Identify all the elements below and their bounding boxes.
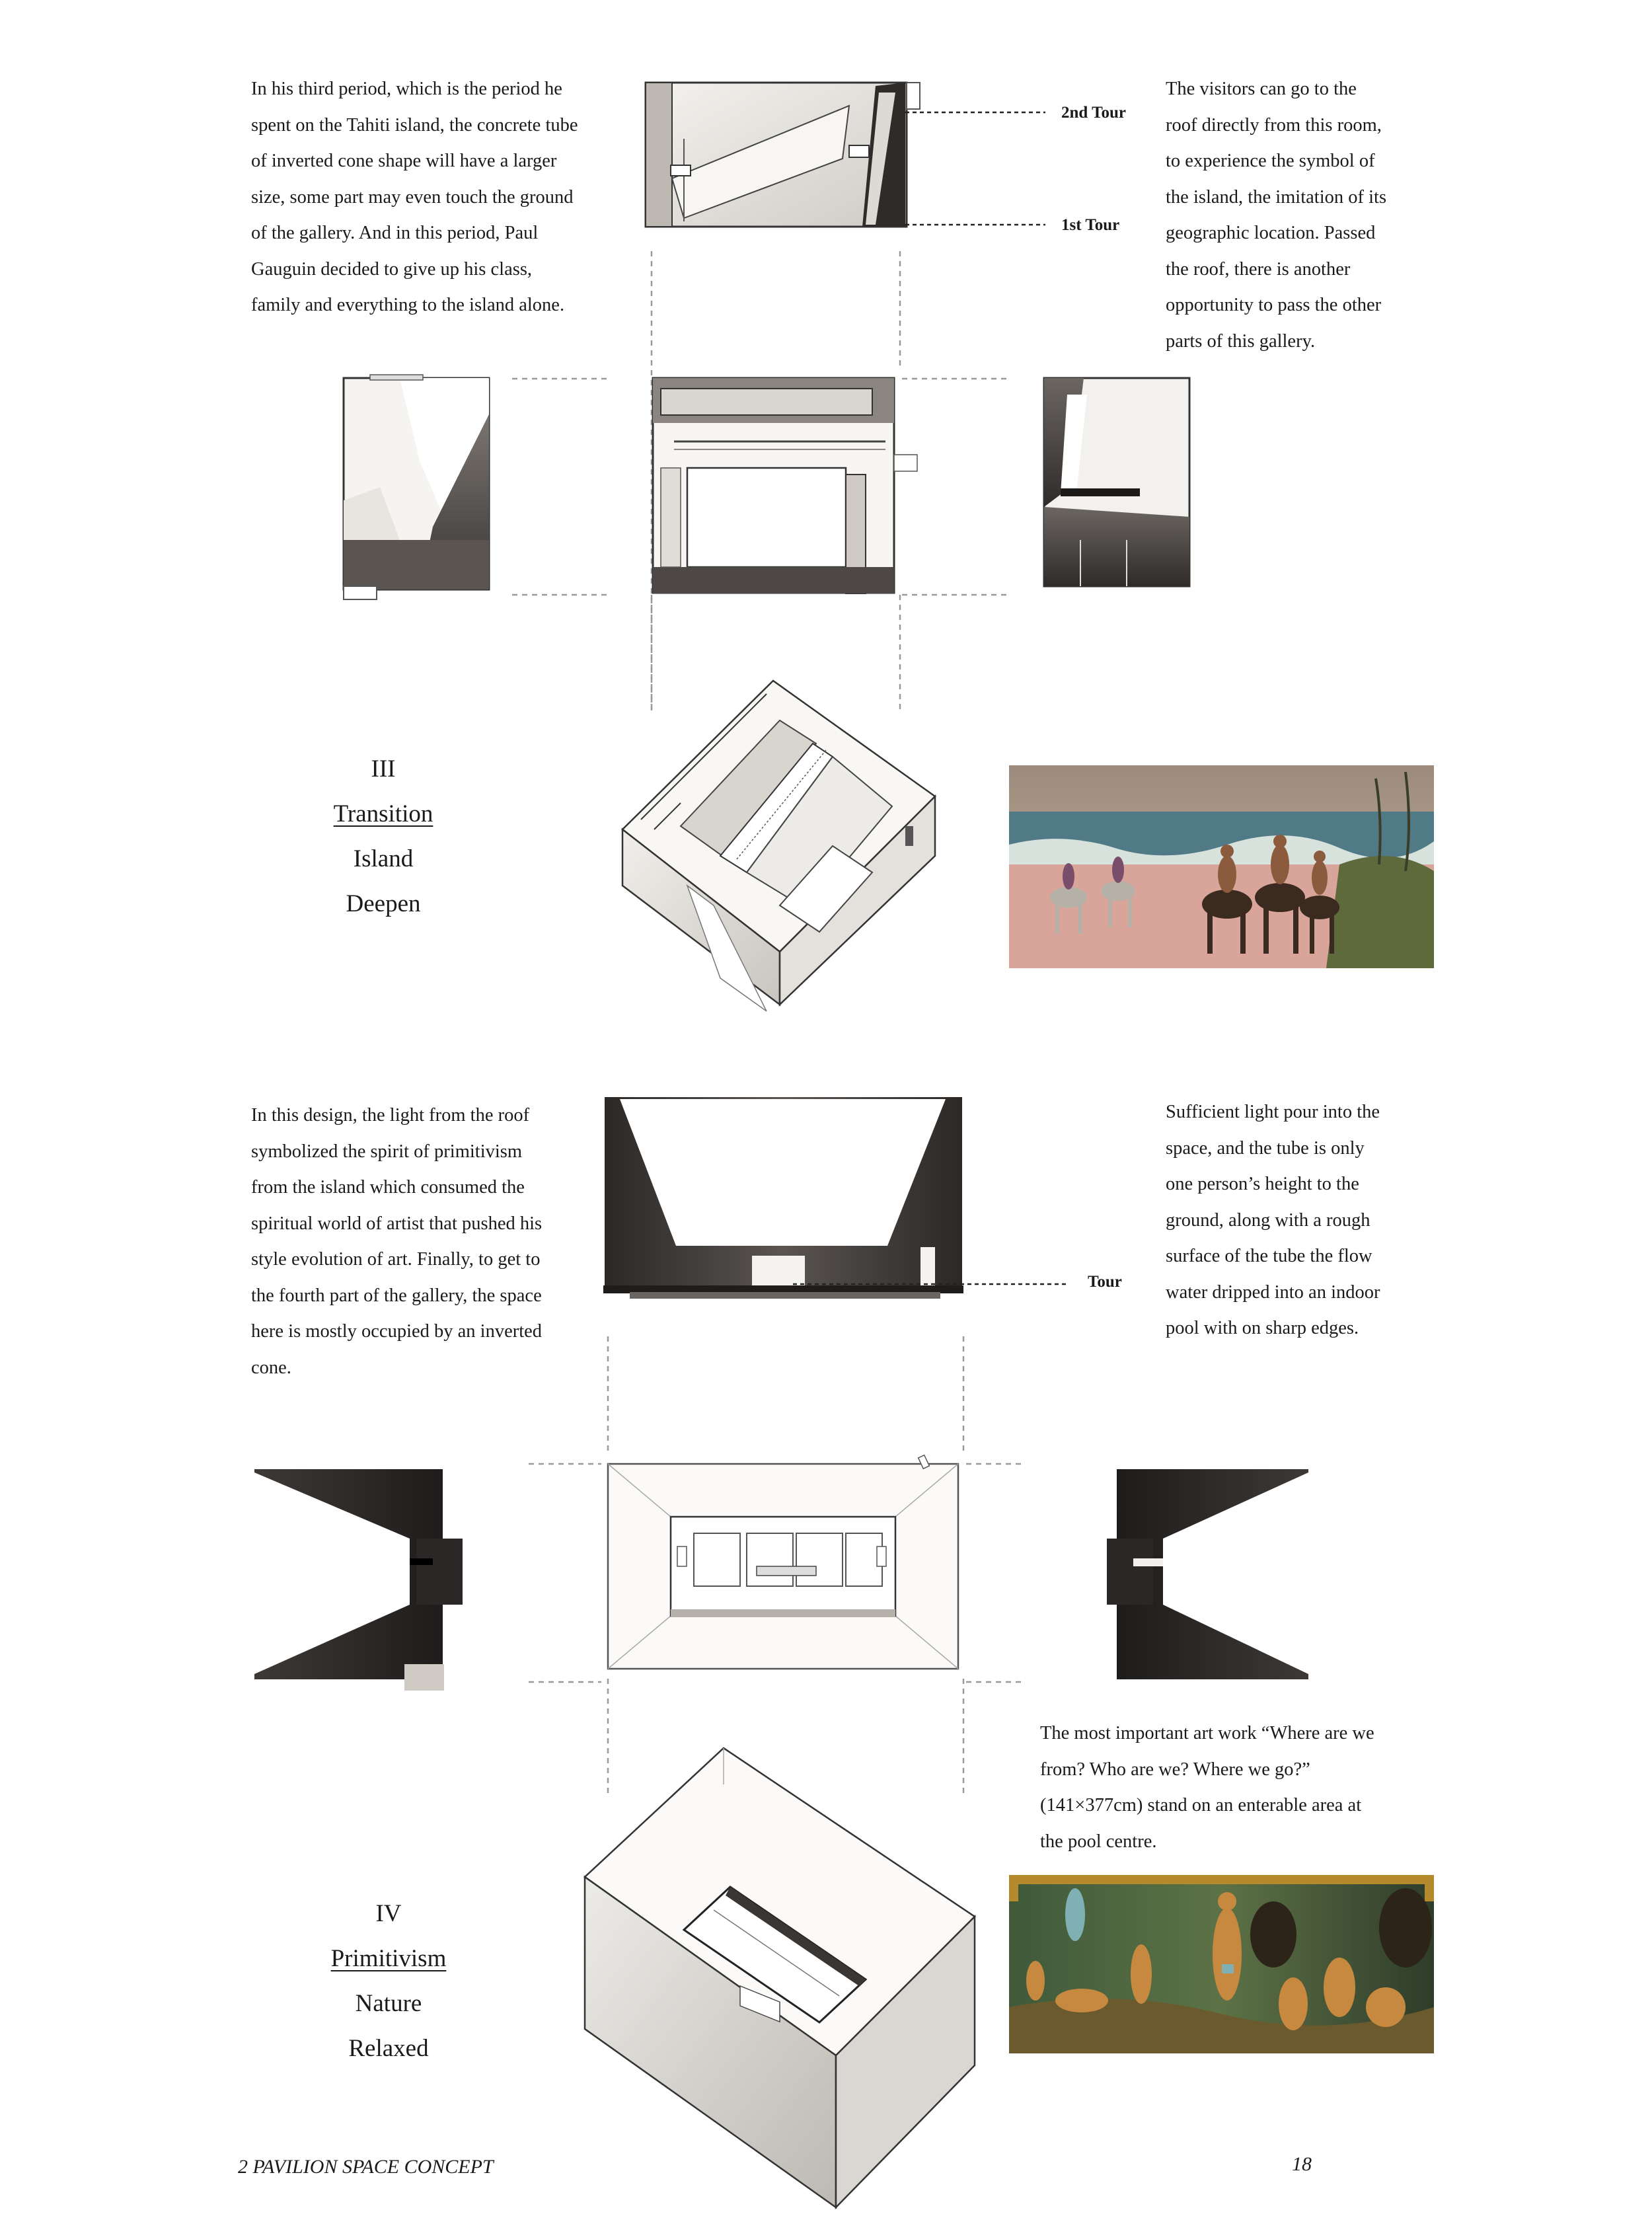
section4-plan (605, 1451, 965, 1675)
paragraph-line: the roof, there is another (1166, 258, 1351, 280)
paragraph-line: size, some part may even touch the ground (251, 186, 574, 208)
artwork-description (1040, 1716, 1374, 1860)
paragraph-line: geographic location. Passed (1166, 223, 1376, 243)
paragraph-line: Gauguin decided to give up his class, (251, 258, 533, 280)
paragraph-line: spiritual world of artist that pushed his (251, 1213, 543, 1234)
paragraph-line: one person’s height to the (1166, 1174, 1359, 1194)
paragraph-line: opportunity to pass the other (1166, 295, 1382, 315)
paragraph-line: In this design, the light from the roof (251, 1105, 530, 1126)
paragraph-line: family and everything to the island alone. (251, 295, 565, 315)
paragraph-line: In his third period, which is the period he (251, 79, 562, 99)
paragraph-line: parts of this gallery. (1166, 330, 1316, 352)
paragraph-line: here is mostly occupied by an inverted (251, 1321, 543, 1342)
section4-left-elevation (251, 1466, 469, 1694)
paragraph-line: surface of the tube the flow (1166, 1246, 1372, 1266)
tour-label: Tour (1088, 1273, 1122, 1291)
section-keyword: Deepen (346, 890, 421, 917)
paragraph-line: space, and the tube is only (1166, 1137, 1365, 1159)
section-keyword: Island (353, 845, 414, 872)
paragraph-line: Sufficient light pour into the (1166, 1102, 1380, 1122)
paragraph-line: from? Who are we? Where we go?” (1040, 1759, 1310, 1780)
paragraph-line: (141×377cm) stand on an enterable area at (1040, 1795, 1362, 1815)
section-keyword: Nature (355, 1990, 422, 2017)
paragraph-line: cone. (251, 1357, 291, 1378)
section-numeral: IV (375, 1900, 402, 1927)
paragraph-line: The most important art work “Where are we (1040, 1723, 1374, 1743)
paragraph-line: the island, the imitation of its (1166, 186, 1387, 208)
paragraph-line: pool with on sharp edges. (1166, 1318, 1359, 1338)
tour-label-second: 2nd Tour (1061, 104, 1126, 122)
page-number: 18 (1292, 2153, 1312, 2175)
paragraph-line: spent on the Tahiti island, the concrete tube (251, 114, 578, 135)
section-numeral: III (371, 755, 396, 783)
paragraph-line: The visitors can go to the (1166, 79, 1357, 99)
paragraph-line: style evolution of art. Finally, to get to (251, 1249, 541, 1270)
section4-right-elevation (1104, 1466, 1315, 1681)
paragraph-line: from the island which consumed the (251, 1177, 525, 1198)
section-keyword: Relaxed (348, 2035, 429, 2062)
paragraph-line: ground, along with a rough (1166, 1209, 1370, 1231)
paragraph-line: roof directly from this room, (1166, 114, 1382, 135)
section4-label-stack (316, 1891, 461, 2071)
paragraph-line: the pool centre. (1040, 1831, 1157, 1852)
section4-axonometric-model (582, 1745, 985, 2214)
section-title: Primitivism (330, 1945, 447, 1972)
section-title: Transition (333, 800, 433, 827)
paragraph-line: of inverted cone shape will have a larger (251, 151, 557, 171)
paragraph-line: the fourth part of the gallery, the space (251, 1285, 542, 1306)
paragraph-line: to experience the symbol of (1166, 151, 1375, 171)
where-are-we-from-painting (1009, 1875, 1434, 2053)
paragraph-line: water dripped into an indoor (1166, 1281, 1380, 1303)
paragraph-line: of the gallery. And in this period, Paul (251, 223, 539, 243)
paragraph-line: symbolized the spirit of primitivism (251, 1141, 523, 1162)
chapter-footer: 2 PAVILION SPACE CONCEPT (238, 2156, 494, 2178)
tour-label-first: 1st Tour (1061, 216, 1120, 234)
